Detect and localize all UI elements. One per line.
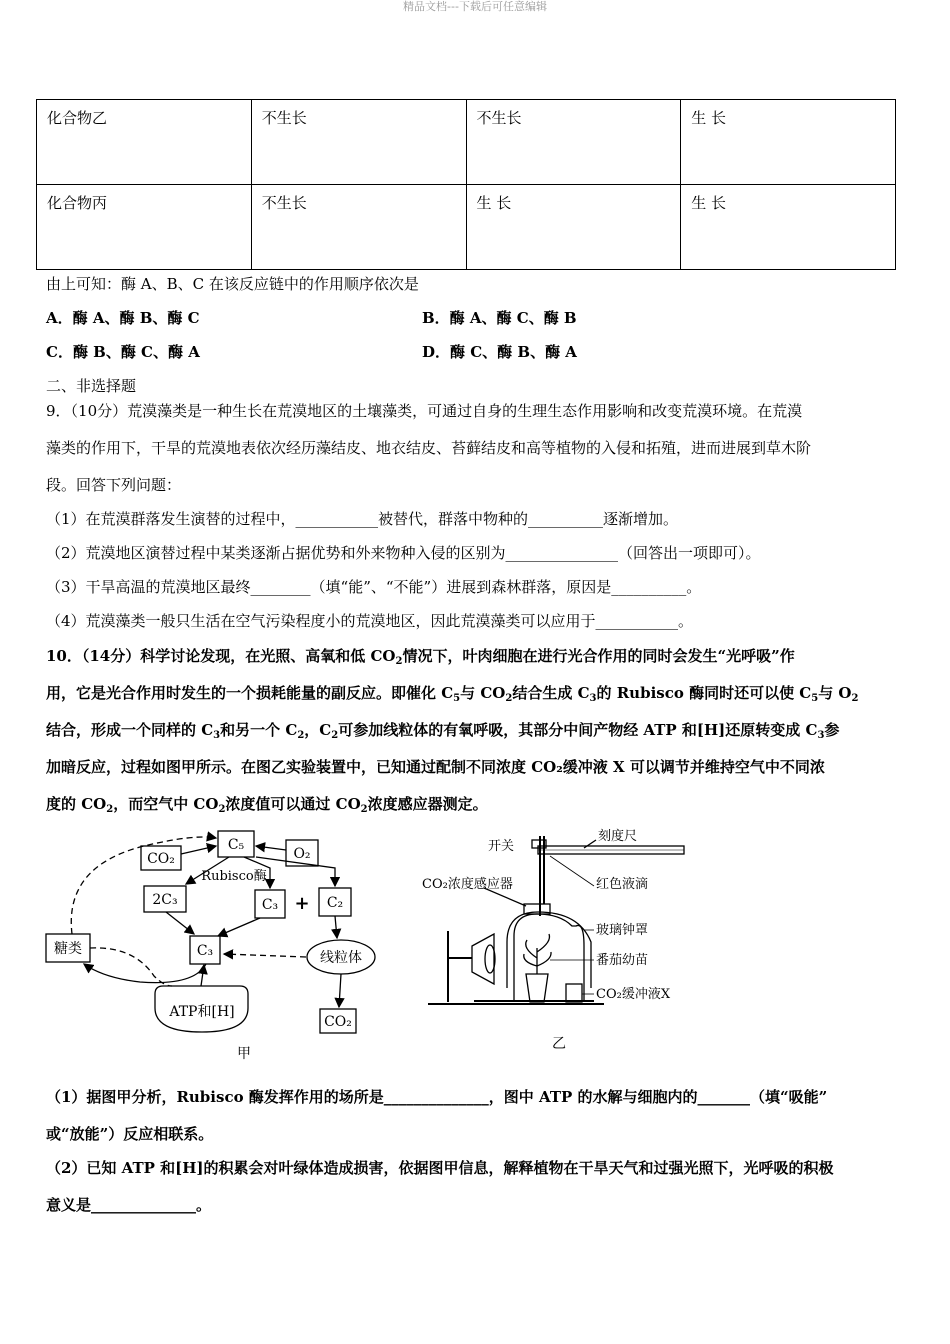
- plus-sign: +: [294, 893, 310, 914]
- figure-svg: [44, 826, 689, 1064]
- q10-sub2-cont: 意义是______________。: [46, 1196, 212, 1214]
- table-cell: 生 长: [681, 100, 896, 185]
- q9-line: 段。回答下列问题：: [46, 476, 182, 494]
- table-row: [37, 100, 896, 185]
- lamp-icon: [472, 934, 494, 984]
- q9-sub2: （2）荒漠地区演替过程中某类逐渐占据优势和外来物种入侵的区别为_______________（回答出一项即可）。: [46, 544, 761, 562]
- q10-line: 加暗反应，过程如图甲所示。在图乙实验装置中，已知通过配制不同浓度 CO₂缓冲液 X 可以调节并维持空气中不同浓: [46, 758, 825, 776]
- switch-label: 开关: [488, 839, 515, 854]
- table-row: [37, 185, 896, 270]
- option-a[interactable]: A．酶 A、酶 B、酶 C: [46, 309, 200, 327]
- ruler-label: 刻度尺: [598, 829, 638, 844]
- pot-icon: [526, 974, 548, 1002]
- co2b-label: CO₂: [324, 1014, 352, 1030]
- bell-label: 玻璃钟罩: [596, 923, 649, 938]
- q9-sub1: （1）在荒漠群落发生演替的过程中，___________被替代，群落中物种的__________逐渐增加。: [46, 510, 679, 528]
- q10-sub1-cont: 或“放能”）反应相联系。: [46, 1125, 214, 1143]
- seedling-label: 番茄幼苗: [596, 953, 649, 968]
- c3b-label: C₃: [196, 943, 214, 959]
- buffer-label: CO₂缓冲液X: [596, 987, 671, 1002]
- q10-line: 10．（14分）科学讨论发现，在光照、高氧和低 $CO_2$情况下，叶肉细胞在进行光合作用的同时会发生“光呼吸”作: [46, 647, 795, 667]
- q8-conclusion: 由上可知：酶 A、B、C 在该反应链中的作用顺序依次是: [46, 275, 419, 293]
- buffer-beaker: [566, 984, 582, 1002]
- drop-label: 红色液滴: [596, 877, 649, 892]
- table-cell: 化合物乙: [37, 100, 252, 185]
- watermark: 精品文档---下载后可任意编辑: [403, 0, 547, 13]
- option-d[interactable]: D．酶 C、酶 B、酶 A: [422, 343, 577, 361]
- seedling-icon: [524, 934, 551, 974]
- table-cell: 不生长: [251, 100, 466, 185]
- diagram-jia: [46, 831, 375, 1033]
- table-cell: 不生长: [466, 100, 681, 185]
- jia-caption: 甲: [237, 1046, 251, 1062]
- co2-label: CO₂: [147, 851, 175, 867]
- table-cell: 不生长: [251, 185, 466, 270]
- q10-line: 结合，形成一个同样的 $C_3$和另一个 $C_2$，$C_2$可参加线粒体的有氧呼吸，其部分中间产物经 ATP 和[H]还原转变成 $C_3$参: [46, 721, 840, 741]
- figure: [44, 826, 689, 1064]
- q8-options-row2: [46, 342, 908, 362]
- atp-label: ATP和[H]: [169, 1004, 235, 1020]
- mito-label: 线粒体: [320, 950, 362, 966]
- q9-sub4: （4）荒漠藻类一般只生活在空气污染程度小的荒漠地区，因此荒漠藻类可以应用于___________。: [46, 612, 694, 630]
- c2-label: C₂: [326, 895, 344, 911]
- 2c3-label: 2C₃: [152, 892, 178, 908]
- q9-sub3: （3）干旱高温的荒漠地区最终________（填“能”、“不能”）进展到森林群落，原因是__________。: [46, 578, 702, 596]
- o2-label: O₂: [293, 846, 311, 862]
- sensor-label: CO₂浓度感应器: [422, 877, 513, 892]
- table-cell: 生 长: [466, 185, 681, 270]
- option-b[interactable]: B．酶 A、酶 C、酶 B: [422, 309, 577, 327]
- q9-line: 藻类的作用下，干旱的荒漠地表依次经历藻结皮、地衣结皮、苔藓结皮和高等植物的入侵和拓殖，进而进展到草木阶: [46, 439, 812, 457]
- q10-sub2: （2）已知 ATP 和[H]的积累会对叶绿体造成损害，依据图甲信息，解释植物在干旱天气和过强光照下，光呼吸的积极: [46, 1159, 834, 1177]
- q10-line: 用，它是光合作用时发生的一个损耗能量的副反应。即催化 $C_5$与 $CO_2$结合生成 $C_3$的 Rubisco 酶同时还可以使 $C_5$与 $O_2$: [46, 684, 859, 704]
- rubisco-label: Rubisco酶: [201, 869, 267, 884]
- q10-sub1: （1）据图甲分析，Rubisco 酶发挥作用的场所是______________，图中 ATP 的水解与细胞内的_______（填“吸能”: [46, 1088, 828, 1106]
- q9-line: 9．（10分）荒漠藻类是一种生长在荒漠地区的土壤藻类，可通过自身的生理生态作用影响和改变荒漠环境。在荒漠: [46, 402, 803, 420]
- table-cell: 化合物丙: [37, 185, 252, 270]
- section-heading: 二、非选择题: [46, 377, 137, 395]
- yi-caption: 乙: [552, 1036, 566, 1052]
- c5-label: C₅: [227, 837, 245, 853]
- c3a-label: C₃: [261, 897, 279, 913]
- q10-line: 度的 $CO_2$，而空气中 $CO_2$浓度值可以通过 $CO_2$浓度感应器测定。: [46, 795, 488, 815]
- results-table: [36, 99, 896, 270]
- table-cell: 生 长: [681, 185, 896, 270]
- option-c[interactable]: C．酶 B、酶 C、酶 A: [46, 343, 200, 361]
- diagram-yi: [428, 836, 684, 1004]
- sugar-label: 糖类: [54, 941, 82, 957]
- q8-options-row1: [46, 308, 908, 328]
